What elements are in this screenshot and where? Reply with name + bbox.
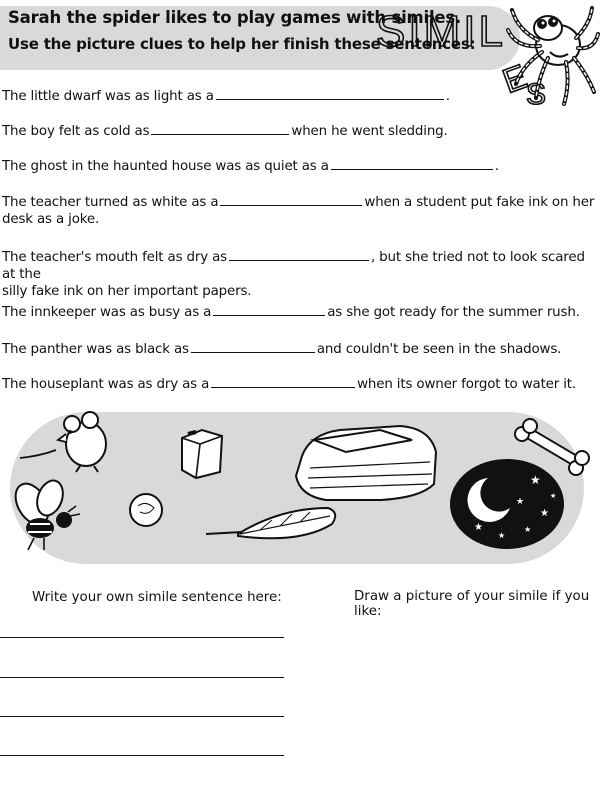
answer-blank-8[interactable]	[211, 376, 355, 388]
write-line-2[interactable]	[0, 677, 284, 678]
sentence-2: The boy felt as cold as when he went sledding.	[2, 124, 448, 139]
bee-icon	[9, 477, 80, 550]
svg-text:★: ★	[550, 492, 557, 500]
feather-icon	[206, 508, 335, 538]
header-instructions: Use the picture clues to help her finish these sentences:	[8, 35, 476, 53]
picture-clues	[10, 412, 584, 564]
sentence-3: The ghost in the haunted house was as quiet as a .	[2, 159, 499, 174]
sentence-1: The little dwarf was as light as a .	[2, 89, 450, 104]
sentence-7: The panther was as black as and couldn't be seen in the shadows.	[2, 342, 562, 357]
header-title: Sarah the spider likes to play games with similes.	[8, 8, 462, 27]
night-sky-icon	[451, 460, 563, 548]
sheets-icon	[296, 426, 436, 500]
svg-text:★: ★	[468, 496, 475, 504]
write-line-3[interactable]	[0, 716, 284, 717]
answer-blank-1[interactable]	[216, 88, 444, 100]
sentence-4: The teacher turned as white as a when a student put fake ink on her desk as a joke.	[2, 195, 595, 227]
write-line-4[interactable]	[0, 755, 284, 756]
sentence-8: The houseplant was as dry as a when its owner forgot to water it.	[2, 377, 576, 392]
svg-text:S: S	[526, 78, 549, 111]
write-line-1[interactable]	[0, 637, 284, 638]
svg-text:★: ★	[540, 508, 549, 519]
answer-blank-4[interactable]	[220, 194, 362, 206]
picture-clues-panel	[10, 412, 584, 564]
svg-text:E: E	[497, 56, 535, 102]
svg-text:★: ★	[498, 531, 506, 540]
answer-blank-3[interactable]	[331, 158, 493, 170]
answer-blank-5[interactable]	[229, 249, 369, 261]
write-own-label: Write your own simile sentence here:	[32, 590, 282, 605]
svg-text:★: ★	[474, 522, 483, 533]
svg-text:★: ★	[516, 497, 525, 507]
ice-cube-icon	[182, 430, 222, 478]
mouse-icon	[20, 412, 106, 472]
draw-picture-label: Draw a picture of your simile if you like:	[354, 589, 590, 619]
answer-blank-2[interactable]	[151, 123, 289, 135]
sentence-5: The teacher's mouth felt as dry as , but she tried not to look scared at the silly fake ink on her important papers.	[2, 250, 585, 299]
answer-blank-7[interactable]	[191, 341, 315, 353]
sentence-6: The innkeeper was as busy as a as she got ready for the summer rush.	[2, 305, 580, 320]
answer-blank-6[interactable]	[213, 304, 325, 316]
svg-text:★: ★	[524, 525, 532, 534]
cotton-ball-icon	[130, 494, 162, 526]
svg-text:★: ★	[530, 473, 541, 487]
svg-text:SIMIL: SIMIL	[376, 7, 506, 56]
